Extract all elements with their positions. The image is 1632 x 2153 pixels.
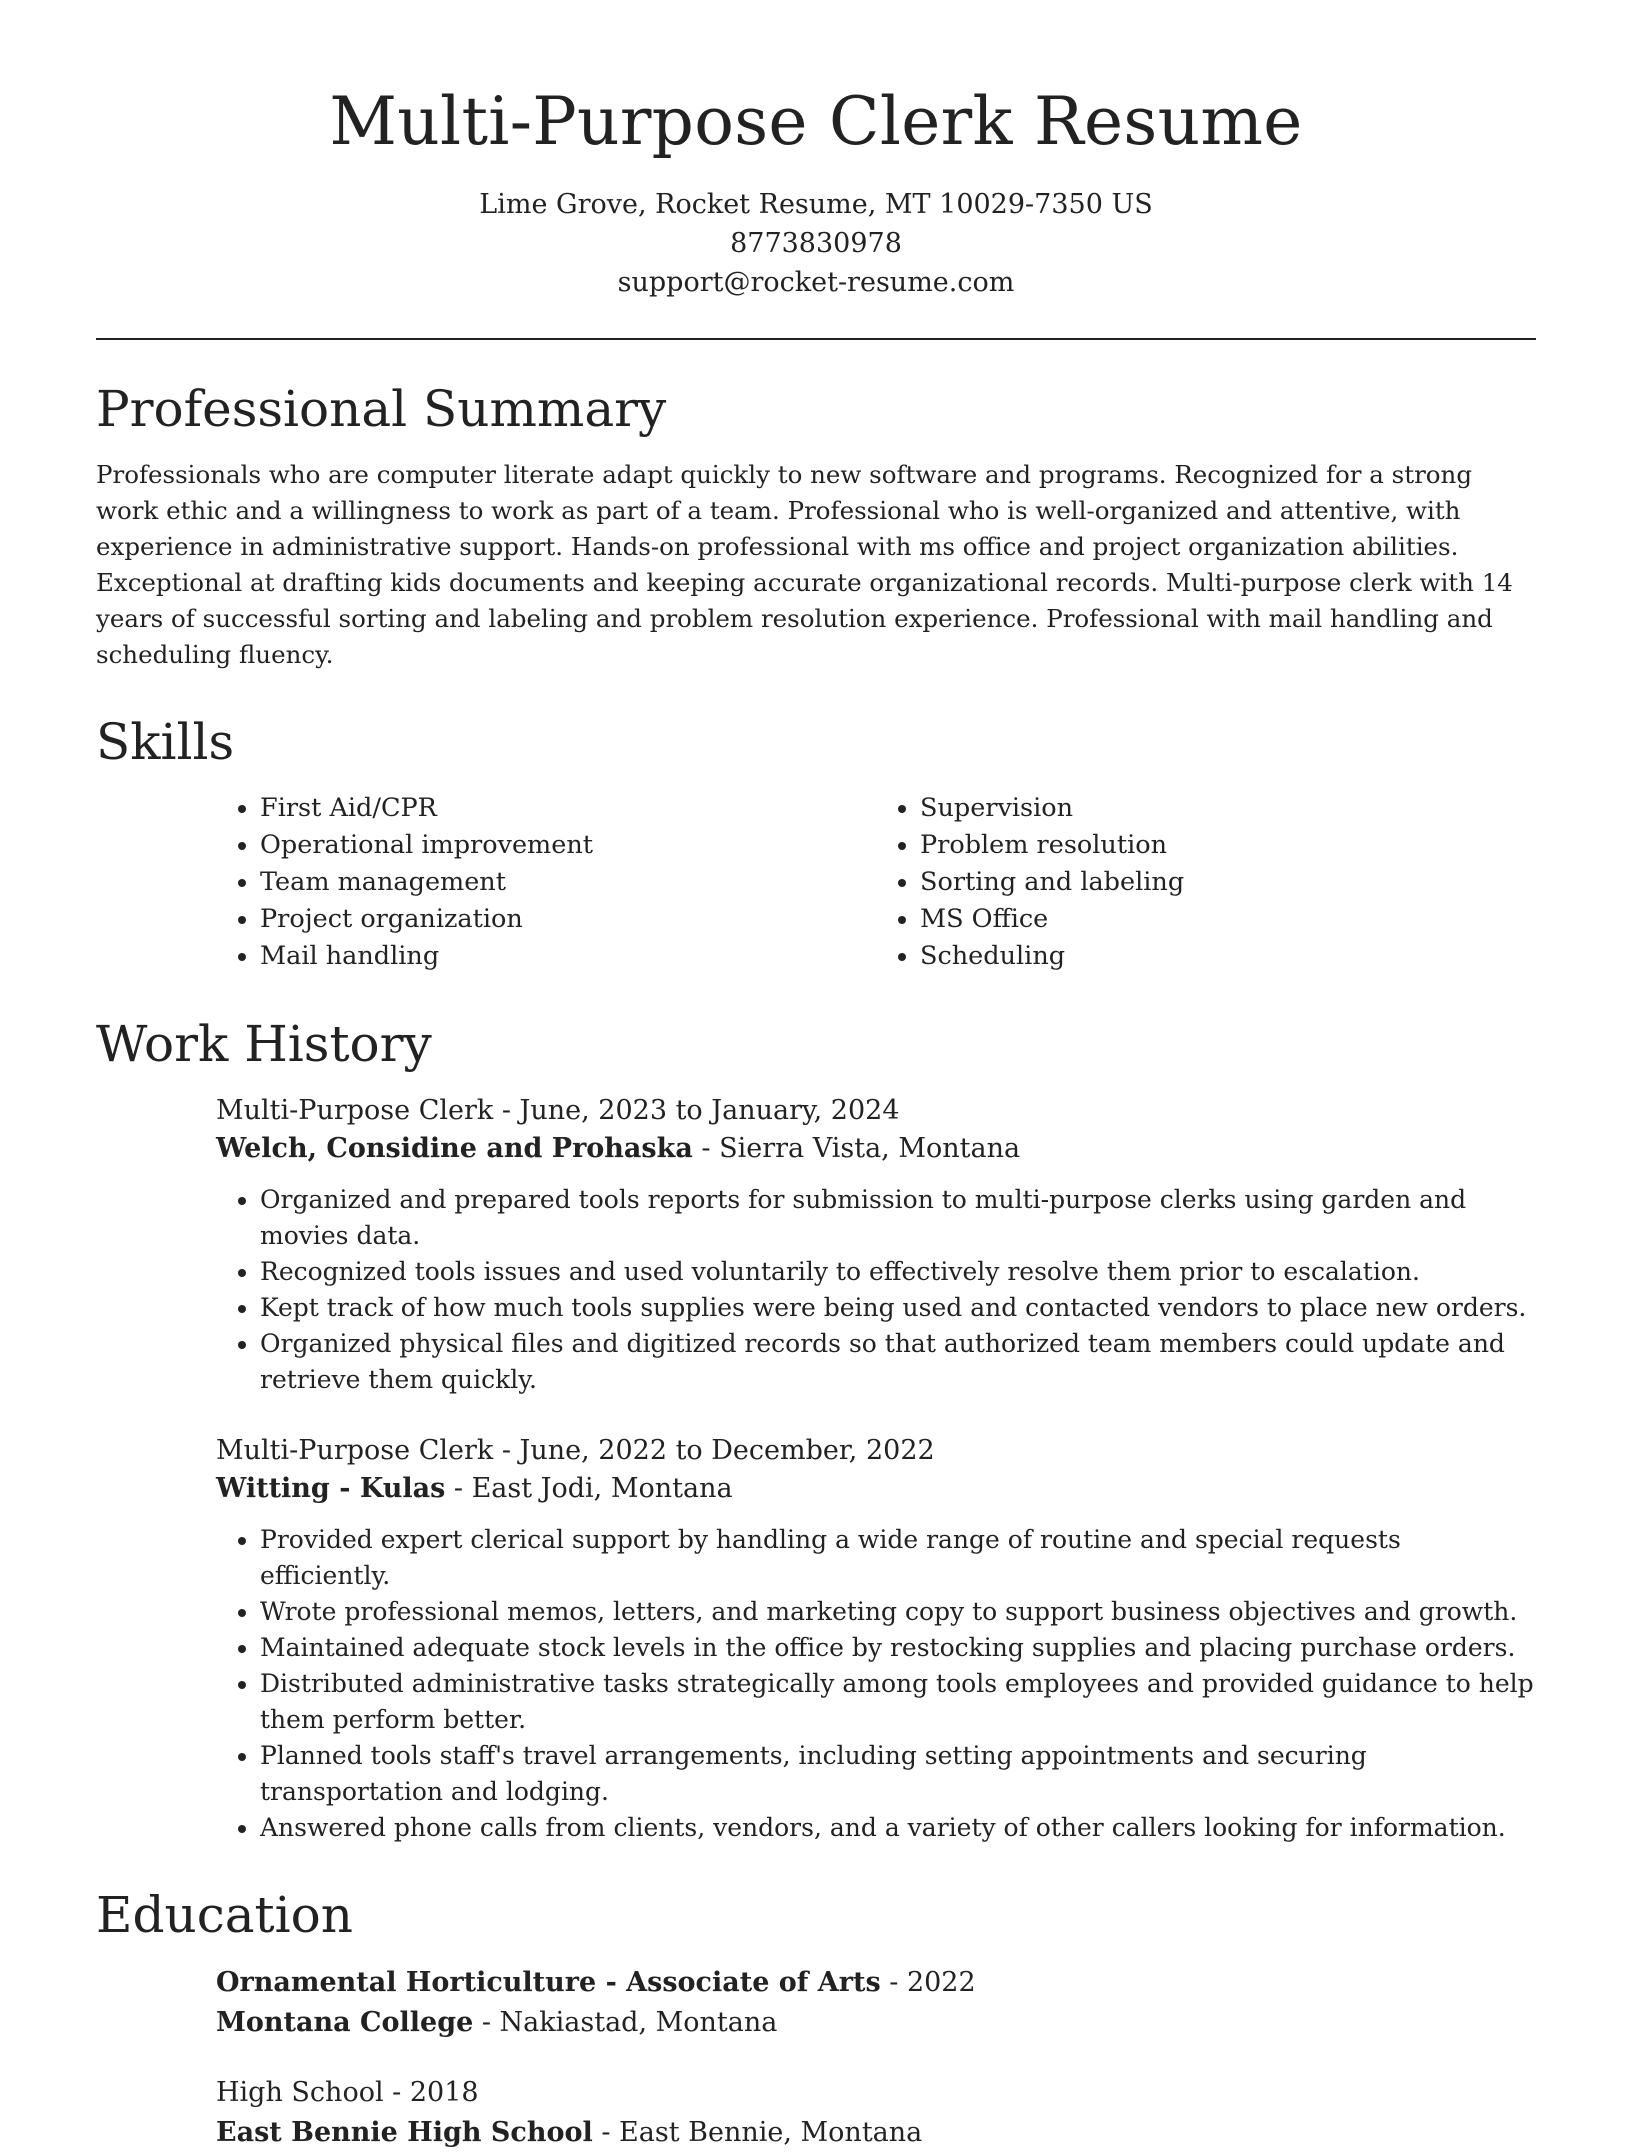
degree-line <box>216 1963 1536 2003</box>
graduation-year: - 2022 <box>880 1966 976 1998</box>
skill-item: • Mail handling <box>260 938 876 975</box>
education-list <box>216 1963 1536 2153</box>
skill-item: • Project organization <box>260 901 876 938</box>
skill-item: • First Aid/CPR <box>260 790 876 827</box>
duty-item: • Maintained adequate stock levels in the office by restocking supplies and placing purchase orders. <box>260 1630 1536 1666</box>
resume-header <box>96 0 1536 302</box>
job-title: Multi-Purpose Clerk <box>216 1434 494 1466</box>
skill-item: • Operational improvement <box>260 827 876 864</box>
duty-item: • Kept track of how much tools supplies were being used and contacted vendors to place new orders. <box>260 1290 1536 1326</box>
skill-item: • Problem resolution <box>920 827 1536 864</box>
skills-column-right <box>876 790 1536 975</box>
email-address: support@rocket-resume.com <box>617 266 1015 298</box>
job-title: Multi-Purpose Clerk <box>216 1094 494 1126</box>
header-divider <box>96 338 1536 340</box>
job-duties <box>216 1182 1536 1398</box>
graduation-year: - 2018 <box>383 2076 479 2108</box>
company-name: Witting - Kulas <box>216 1472 446 1504</box>
degree-line <box>216 2073 1536 2113</box>
job-dates: - June, 2023 to January, 2024 <box>493 1094 900 1126</box>
skill-item: • MS Office <box>920 901 1536 938</box>
work-history-list <box>216 1092 1536 1846</box>
duty-item: • Answered phone calls from clients, vendors, and a variety of other callers looking for information. <box>260 1810 1536 1846</box>
duty-item: • Distributed administrative tasks strategically among tools employees and provided guidance to help them perform better. <box>260 1666 1536 1738</box>
skill-item: • Supervision <box>920 790 1536 827</box>
skills-column-left <box>216 790 876 975</box>
school-name: East Bennie High School <box>216 2116 593 2148</box>
skill-item: • Sorting and labeling <box>920 864 1536 901</box>
education-entry <box>216 2073 1536 2153</box>
contact-info <box>96 185 1536 302</box>
job-entry <box>216 1092 1536 1398</box>
skill-item: • Scheduling <box>920 938 1536 975</box>
duty-item: • Provided expert clerical support by handling a wide range of routine and special requests efficiently. <box>260 1522 1536 1594</box>
degree-name: Ornamental Horticulture - Associate of Arts <box>216 1966 881 1998</box>
degree-name: High School <box>216 2076 384 2108</box>
education-entry <box>216 1963 1536 2043</box>
duty-item: • Wrote professional memos, letters, and marketing copy to support business objectives and growth. <box>260 1594 1536 1630</box>
duty-item: • Organized and prepared tools reports for submission to multi-purpose clerks using garden and movies data. <box>260 1182 1536 1254</box>
phone-number: 8773830978 <box>730 227 902 259</box>
job-location: - Sierra Vista, Montana <box>692 1132 1021 1164</box>
skills-heading: Skills <box>96 712 235 771</box>
job-dates: - June, 2022 to December, 2022 <box>493 1434 935 1466</box>
education-heading: Education <box>96 1885 353 1944</box>
school-name: Montana College <box>216 2006 474 2038</box>
job-entry <box>216 1432 1536 1846</box>
summary-heading: Professional Summary <box>96 379 667 438</box>
job-company-line <box>216 1130 1536 1168</box>
duty-item: • Recognized tools issues and used voluntarily to effectively resolve them prior to escalation. <box>260 1254 1536 1290</box>
duty-item: • Planned tools staff's travel arrangements, including setting appointments and securing transportation and lodging. <box>260 1738 1536 1810</box>
duty-item: • Organized physical files and digitized records so that authorized team members could update and retrieve them quickly. <box>260 1326 1536 1398</box>
job-duties <box>216 1522 1536 1846</box>
summary-text: Professionals who are computer literate adapt quickly to new software and programs. Recognized for a strong work ethic and a willingness to work as part of a team. Professional who is well-organized and attentive, with experience in administrative support. Hands-on professional with ms office and project organization abilities. Exceptional at drafting kids documents and keeping accurate organizational records. Multi-purpose clerk with 14 years of successful sorting and labeling and problem resolution experience. Professional with mail handling and scheduling fluency. <box>96 459 1513 669</box>
job-title-line <box>216 1432 1536 1470</box>
school-location: - East Bennie, Montana <box>592 2116 923 2148</box>
skill-item: • Team management <box>260 864 876 901</box>
school-line <box>216 2003 1536 2043</box>
company-name: Welch, Considine and Prohaska <box>216 1132 693 1164</box>
school-location: - Nakiastad, Montana <box>473 2006 778 2038</box>
job-location: - East Jodi, Montana <box>445 1472 733 1504</box>
address: Lime Grove, Rocket Resume, MT 10029-7350 US <box>479 188 1153 220</box>
resume-title: Multi-Purpose Clerk Resume <box>329 83 1303 160</box>
school-line <box>216 2113 1536 2153</box>
job-company-line <box>216 1470 1536 1508</box>
job-title-line <box>216 1092 1536 1130</box>
skills-list <box>216 790 1536 975</box>
work-history-heading: Work History <box>96 1014 432 1073</box>
